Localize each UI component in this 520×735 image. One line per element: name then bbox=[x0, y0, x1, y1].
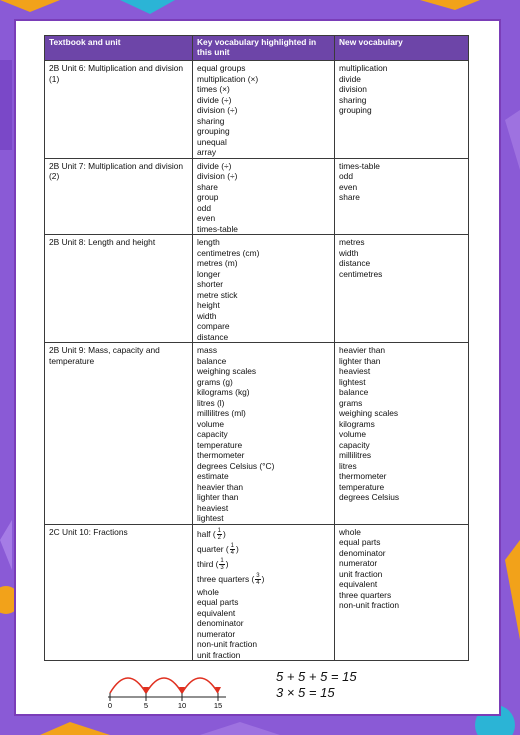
list-item: lighter than bbox=[197, 492, 239, 502]
list-item: centimetres (cm) bbox=[197, 247, 260, 258]
list-item: odd bbox=[197, 202, 211, 213]
list-item: thermometer bbox=[197, 450, 245, 460]
unit-cell: 2B Unit 7: Multiplication and division (2) bbox=[45, 158, 193, 235]
list-item: group bbox=[197, 192, 219, 202]
fraction-denominator: 3 bbox=[220, 564, 224, 571]
list-item: litres bbox=[339, 460, 357, 471]
list-item: degrees Celsius (°C) bbox=[197, 460, 275, 471]
list-item: share bbox=[339, 192, 360, 202]
list-item: metre stick bbox=[197, 289, 238, 300]
list-item: grouping bbox=[197, 126, 230, 136]
fraction-numerator: 3 bbox=[256, 572, 260, 579]
document-page bbox=[14, 19, 501, 716]
list-item: heaviest bbox=[339, 366, 371, 376]
list-item: multiplication bbox=[339, 63, 388, 73]
fraction-denominator: 4 bbox=[256, 579, 260, 586]
list-item: metres (m) bbox=[197, 258, 238, 268]
list-item: whole bbox=[197, 586, 219, 597]
list-item: compare bbox=[197, 321, 230, 331]
table-header-row bbox=[45, 36, 469, 61]
list-item: equal parts bbox=[197, 597, 239, 607]
list-item: sharing bbox=[339, 94, 367, 105]
list-item: temperature bbox=[197, 439, 243, 450]
unit-cell: 2B Unit 8: Length and height bbox=[45, 235, 193, 343]
list-item: thermometer bbox=[339, 471, 387, 481]
list-item: multiplication (×) bbox=[197, 73, 259, 84]
list-item: longer bbox=[197, 268, 221, 279]
vocabulary-table bbox=[44, 35, 469, 661]
list-item: heavier than bbox=[339, 345, 386, 355]
list-item: divide (÷) bbox=[197, 160, 232, 171]
fraction-denominator: 4 bbox=[230, 549, 235, 556]
unit-cell: 2B Unit 9: Mass, capacity and temperature bbox=[45, 343, 193, 525]
list-item: equivalent bbox=[339, 579, 378, 589]
number-line-label: 0 bbox=[107, 701, 113, 709]
number-line-label: 15 bbox=[213, 701, 223, 709]
fraction-numerator: 1 bbox=[220, 557, 224, 564]
header-key-vocabulary: Key vocabulary highlighted in this unit bbox=[193, 36, 335, 61]
fraction-numerator: 1 bbox=[217, 527, 221, 534]
key-vocabulary-cell bbox=[193, 343, 335, 525]
list-item: lightest bbox=[197, 513, 224, 523]
list-item: unequal bbox=[197, 136, 227, 147]
list-item: divide (÷) bbox=[197, 94, 232, 105]
list-item: distance bbox=[339, 258, 371, 268]
list-item: lightest bbox=[339, 376, 366, 387]
jump-arc bbox=[146, 678, 182, 693]
fraction-label: third bbox=[197, 558, 214, 569]
list-item: non-unit fraction bbox=[197, 639, 258, 649]
unit-cell: 2C Unit 10: Fractions bbox=[45, 524, 193, 661]
table-row bbox=[45, 343, 469, 525]
fraction-glyph bbox=[219, 558, 224, 571]
list-item: heaviest bbox=[197, 502, 229, 513]
list-item: division (÷) bbox=[197, 105, 238, 115]
list-item: shorter bbox=[197, 279, 224, 289]
list-item: numerator bbox=[339, 558, 378, 568]
list-item: heavier than bbox=[197, 481, 244, 492]
list-item: weighing scales bbox=[197, 366, 257, 376]
number-line-label: 10 bbox=[177, 701, 187, 709]
list-item: division bbox=[339, 84, 367, 94]
list-item: centimetres bbox=[339, 268, 383, 279]
fraction-glyph bbox=[255, 573, 260, 586]
list-item: width bbox=[197, 310, 217, 321]
key-vocabulary-cell bbox=[193, 158, 335, 235]
fraction-label: three quarters bbox=[197, 573, 250, 584]
list-item: numerator bbox=[197, 628, 236, 639]
fraction-glyph bbox=[230, 543, 235, 556]
list-item: grams bbox=[339, 397, 363, 408]
list-item: metres bbox=[339, 237, 365, 247]
list-item: array bbox=[197, 147, 217, 157]
list-item: even bbox=[339, 181, 358, 192]
number-line-label: 5 bbox=[143, 701, 149, 709]
fraction-label: half bbox=[197, 528, 211, 539]
list-item: even bbox=[197, 213, 216, 223]
list-item: unit fraction bbox=[197, 649, 241, 660]
list-item: odd bbox=[339, 171, 353, 181]
list-item: times-table bbox=[197, 223, 238, 234]
list-item: divide bbox=[339, 73, 361, 84]
list-item: temperature bbox=[339, 481, 385, 492]
list-item: share bbox=[197, 181, 218, 192]
list-item: distance bbox=[197, 331, 229, 342]
list-item: grams (g) bbox=[197, 376, 233, 387]
jump-arc bbox=[182, 678, 218, 693]
number-line-diagram bbox=[106, 657, 246, 709]
new-vocabulary-cell bbox=[335, 61, 469, 159]
fraction-glyph bbox=[217, 528, 222, 541]
list-item: width bbox=[339, 247, 359, 258]
repeated-addition-equation: 5 + 5 + 5 = 15 bbox=[276, 669, 357, 684]
fraction-numerator: 1 bbox=[230, 542, 235, 549]
list-item: kilograms bbox=[339, 418, 375, 429]
list-item: unit fraction bbox=[339, 568, 383, 579]
list-item: times-table bbox=[339, 160, 380, 171]
list-item: millilitres (ml) bbox=[197, 408, 246, 418]
table-row bbox=[45, 158, 469, 235]
list-item: weighing scales bbox=[339, 408, 399, 418]
list-item: length bbox=[197, 237, 220, 247]
list-item: non-unit fraction bbox=[339, 600, 400, 610]
list-item: volume bbox=[197, 418, 224, 429]
new-vocabulary-cell bbox=[335, 235, 469, 343]
list-item: volume bbox=[339, 429, 366, 439]
list-item: equivalent bbox=[197, 607, 236, 618]
fraction-label: quarter bbox=[197, 543, 224, 554]
header-new-vocabulary: New vocabulary bbox=[335, 36, 469, 61]
key-vocabulary-cell bbox=[193, 524, 335, 661]
header-textbook-unit: Textbook and unit bbox=[45, 36, 193, 61]
list-item: balance bbox=[339, 387, 369, 397]
list-item: millilitres bbox=[339, 450, 372, 460]
fraction-item: half ( $\frac{1}{2}$ ) bbox=[197, 527, 226, 541]
list-item: lighter than bbox=[339, 355, 381, 366]
fraction-item: quarter ( $\frac{1}{4}$ ) bbox=[197, 542, 239, 556]
list-item: times (×) bbox=[197, 84, 230, 94]
list-item: litres (l) bbox=[197, 397, 225, 408]
list-item: balance bbox=[197, 355, 227, 366]
multiplication-equation: 3 × 5 = 15 bbox=[276, 685, 335, 700]
fraction-item: three quarters ( $\frac{3}{4}$ ) bbox=[197, 572, 265, 586]
new-vocabulary-cell bbox=[335, 524, 469, 661]
list-item: grouping bbox=[339, 105, 372, 115]
list-item: capacity bbox=[339, 439, 370, 450]
list-item: degrees Celsius bbox=[339, 492, 400, 502]
list-item: mass bbox=[197, 345, 218, 355]
key-vocabulary-cell bbox=[193, 61, 335, 159]
fraction-denominator: 2 bbox=[217, 534, 221, 541]
list-item: capacity bbox=[197, 429, 228, 439]
table-row bbox=[45, 235, 469, 343]
list-item: height bbox=[197, 300, 220, 310]
unit-cell: 2B Unit 6: Multiplication and division (1) bbox=[45, 61, 193, 159]
table-row bbox=[45, 524, 469, 661]
list-item: division (÷) bbox=[197, 171, 238, 181]
list-item: equal parts bbox=[339, 537, 381, 547]
table-row bbox=[45, 61, 469, 159]
list-item: equal groups bbox=[197, 63, 246, 73]
list-item: denominator bbox=[197, 618, 244, 628]
new-vocabulary-cell bbox=[335, 158, 469, 235]
list-item: estimate bbox=[197, 471, 229, 481]
new-vocabulary-cell bbox=[335, 343, 469, 525]
list-item: sharing bbox=[197, 115, 225, 126]
list-item: denominator bbox=[339, 547, 386, 558]
list-item: three quarters bbox=[339, 589, 392, 600]
list-item: kilograms (kg) bbox=[197, 387, 250, 397]
list-item: whole bbox=[339, 526, 361, 537]
fraction-item: third ( $\frac{1}{3}$ ) bbox=[197, 557, 229, 571]
jump-arc bbox=[110, 678, 146, 693]
key-vocabulary-cell bbox=[193, 235, 335, 343]
